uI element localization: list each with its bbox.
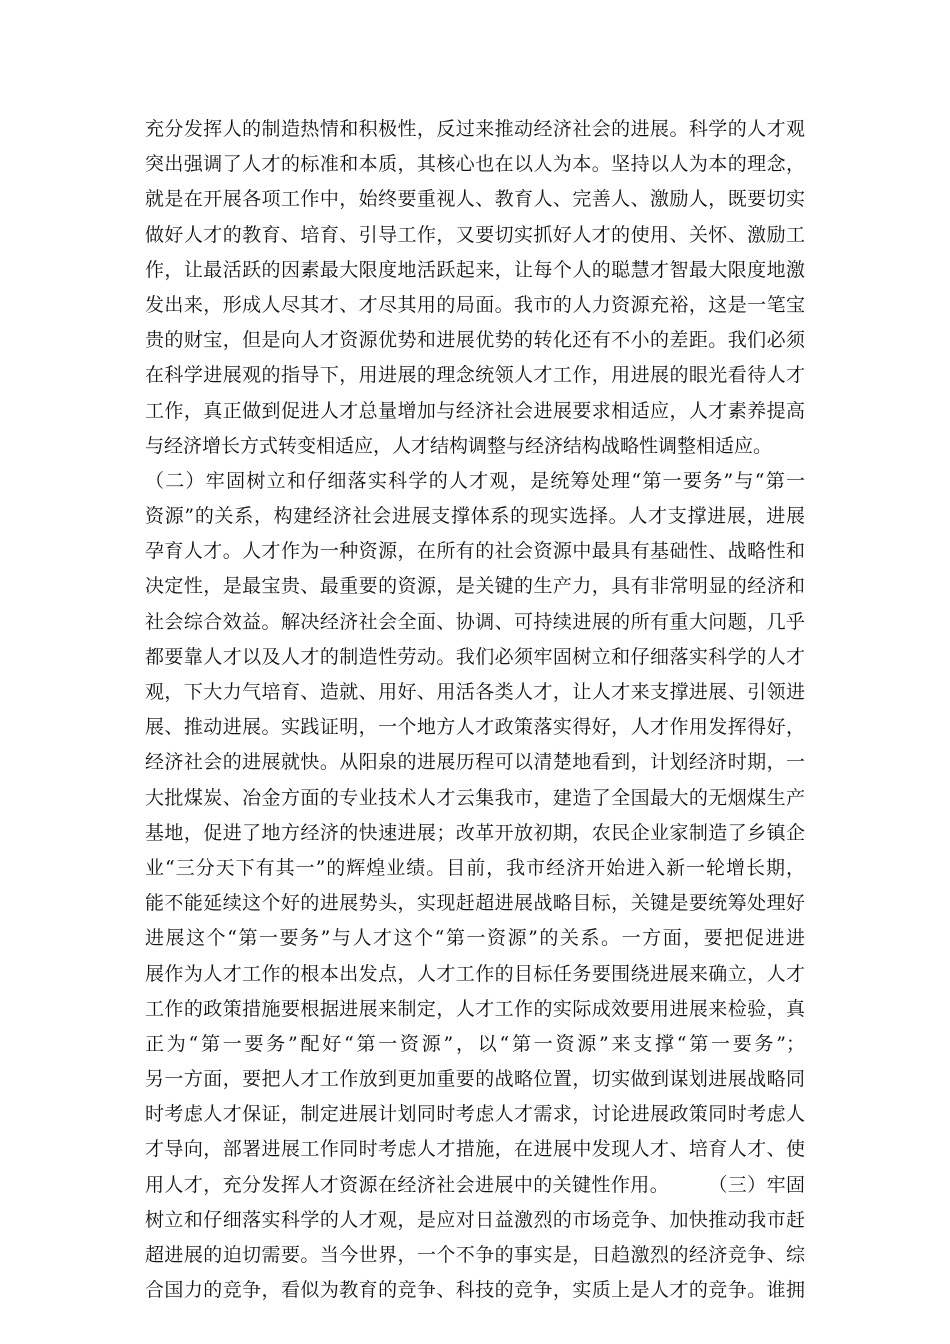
text-line: 经济社会的进展就快。从阳泉的进展历程可以清楚地看到，计划经济时期，一	[145, 751, 805, 774]
text-line: 观，下大力气培育、造就、用好、用活各类人才，让人才来支撑进展、引领进	[145, 681, 805, 703]
text-line: 贵的财宝，但是向人才资源优势和进展优势的转化还有不小的差距。我们必须	[145, 329, 805, 352]
text-line: 才导向，部署进展工作同时考虑人才措施，在进展中发现人才、培育人才、使	[145, 1138, 805, 1161]
text-line: 与经济增长方式转变相适应，人才结构调整与经济结构战略性调整相适应。	[145, 434, 773, 457]
body-text	[145, 112, 805, 1308]
text-line: 突出强调了人才的标准和本质，其核心也在以人为本。坚持以人为本的理念，	[145, 153, 805, 176]
text-line: 发出来，形成人尽其才、才尽其用的局面。我市的人力资源充裕，这是一笔宝	[145, 293, 805, 316]
text-line: 决定性，是最宝贵、最重要的资源，是关键的生产力，具有非常明显的经济和	[145, 575, 805, 598]
text-line: 能不能延续这个好的进展势头，实现赶超进展战略目标，关键是要统筹处理好	[145, 892, 805, 915]
text-line: 超进展的迫切需要。当今世界，一个不争的事实是，日趋激烈的经济竞争、综	[145, 1244, 805, 1266]
text-line: 进展这个“第一要务”与人才这个“第一资源”的关系。一方面，要把促进进	[145, 927, 805, 950]
text-line: 正为“第一要务”配好“第一资源”，以“第一资源”来支撑“第一要务”；	[145, 1032, 805, 1055]
text-line: 都要靠人才以及人才的制造性劳动。我们必须牢固树立和仔细落实科学的人才	[145, 645, 805, 668]
text-line: 就是在开展各项工作中，始终要重视人、教育人、完善人、激励人，既要切实	[145, 188, 805, 211]
text-line: （二）牢固树立和仔细落实科学的人才观，是统筹处理“第一要务”与“第一	[145, 469, 805, 492]
text-line: 在科学进展观的指导下，用进展的理念统领人才工作，用进展的眼光看待人才	[145, 364, 805, 387]
text-line: 时考虑人才保证，制定进展计划同时考虑人才需求，讨论进展政策同时考虑人	[145, 1103, 805, 1126]
text-line: 做好人才的教育、培育、引导工作，又要切实抓好人才的使用、关怀、激励工	[145, 223, 805, 246]
text-line: 合国力的竞争，看似为教育的竞争、科技的竞争，实质上是人才的竞争。谁拥	[145, 1279, 805, 1302]
text-line: 用人才，充分发挥人才资源在经济社会进展中的关键性作用。 （三）牢固	[145, 1173, 805, 1196]
text-line: 展作为人才工作的根本出发点，人才工作的目标任务要围绕进展来确立，人才	[145, 962, 805, 985]
text-line: 基地，促进了地方经济的快速进展；改革开放初期，农民企业家制造了乡镇企	[145, 821, 805, 844]
text-line: 另一方面，要把人才工作放到更加重要的战略位置，切实做到谋划进展战略同	[145, 1068, 805, 1091]
text-line: 孕育人才。人才作为一种资源，在所有的社会资源中最具有基础性、战略性和	[145, 540, 805, 563]
text-line: 大批煤炭、冶金方面的专业技术人才云集我市，建造了全国最大的无烟煤生产	[145, 786, 805, 809]
text-line: 业“三分天下有其一”的辉煌业绩。目前，我市经济开始进入新一轮增长期，	[145, 856, 805, 879]
text-line: 树立和仔细落实科学的人才观，是应对日益激烈的市场竞争、加快推动我市赶	[145, 1208, 805, 1231]
text-line: 资源”的关系，构建经济社会进展支撑体系的现实选择。人才支撑进展，进展	[145, 505, 805, 528]
text-line: 工作，真正做到促进人才总量增加与经济社会进展要求相适应，人才素养提高	[145, 399, 805, 422]
text-line: 工作的政策措施要根据进展来制定，人才工作的实际成效要用进展来检验，真	[145, 997, 805, 1020]
text-line: 展、推动进展。实践证明，一个地方人才政策落实得好，人才作用发挥得好，	[145, 716, 805, 739]
text-line: 充分发挥人的制造热情和积极性，反过来推动经济社会的进展。科学的人才观	[145, 118, 805, 140]
text-line: 作，让最活跃的因素最大限度地活跃起来，让每个人的聪慧才智最大限度地激	[145, 258, 805, 281]
text-line: 社会综合效益。解决经济社会全面、协调、可持续进展的所有重大问题，几乎	[145, 610, 805, 633]
